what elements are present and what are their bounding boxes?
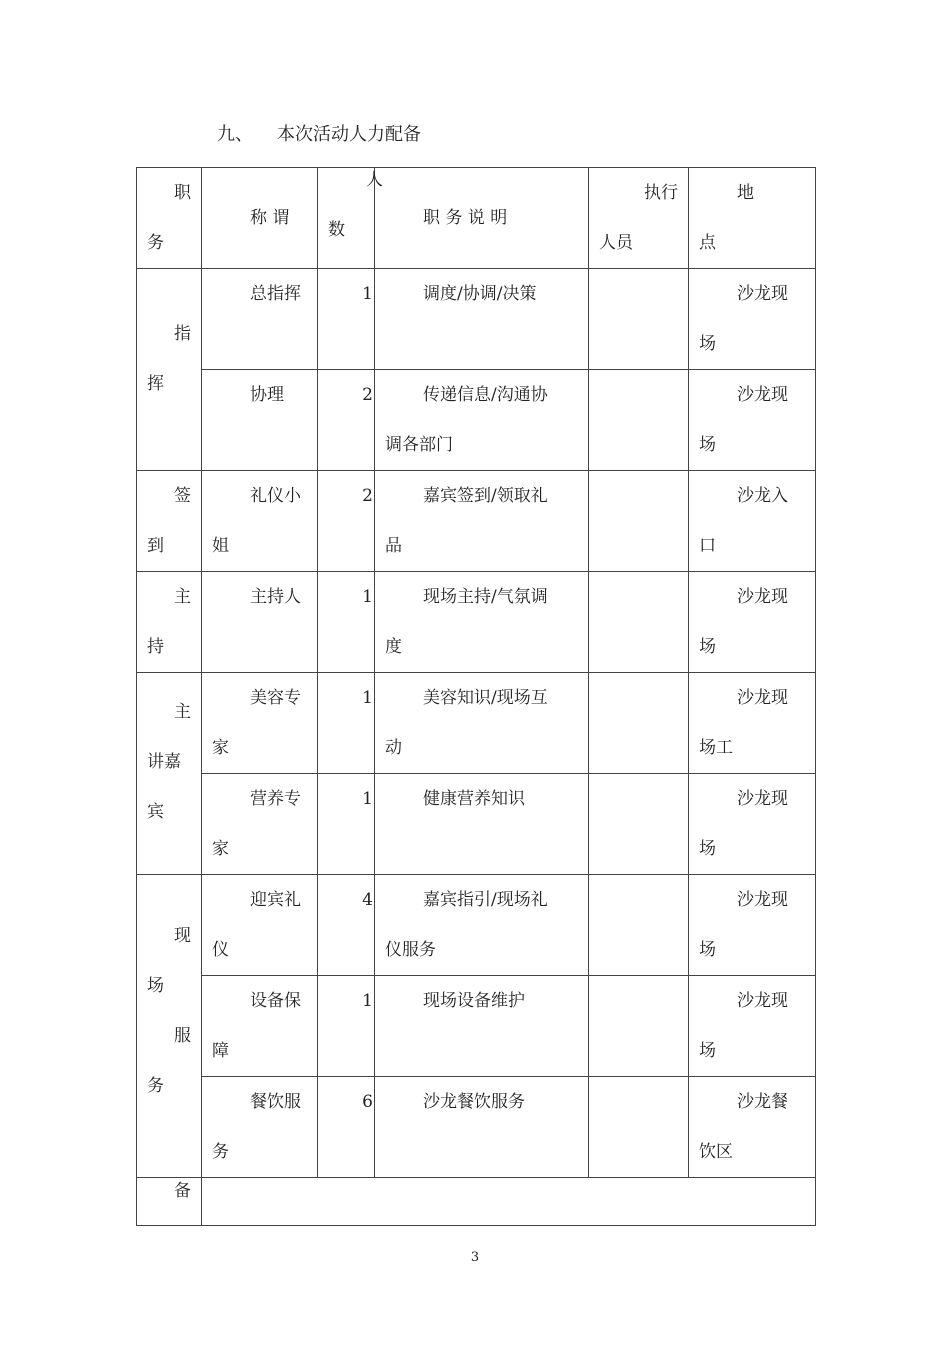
title-cell: 餐饮服 务 [202,1077,318,1178]
group-speakers: 主 讲嘉 宾 [137,673,202,875]
staff-cell[interactable] [589,471,689,572]
table-row [137,572,816,673]
remark-label: 备 [137,1178,202,1226]
table-row [137,471,816,572]
count-cell: 4 [318,875,375,976]
header-role: 职 务 [137,168,202,269]
staff-cell[interactable] [589,269,689,370]
place-cell: 沙龙餐 饮区 [689,1077,816,1178]
group-command: 指 挥 [137,269,202,471]
table-row [137,774,816,875]
section-title: 本次活动人力配备 [277,124,421,145]
header-duty: 职 务 说 明 [375,168,589,269]
title-cell: 营养专 家 [202,774,318,875]
duty-cell: 调度/协调/决策 [375,269,589,370]
count-cell: 2 [318,471,375,572]
staff-cell[interactable] [589,976,689,1077]
header-place: 地 点 [689,168,816,269]
count-cell: 1 [318,673,375,774]
table-row [137,875,816,976]
title-cell: 协理 [202,370,318,471]
header-count: 人 数 [318,168,375,269]
duty-cell: 现场主持/气氛调 度 [375,572,589,673]
staff-cell[interactable] [589,1077,689,1178]
table-row [137,269,816,370]
title-cell: 礼仪小 姐 [202,471,318,572]
staff-cell[interactable] [589,875,689,976]
header-staff: 执行 人员 [589,168,689,269]
title-cell: 主持人 [202,572,318,673]
staff-cell[interactable] [589,572,689,673]
header-title: 称 谓 [202,168,318,269]
table-row [137,370,816,471]
duty-cell: 现场设备维护 [375,976,589,1077]
duty-cell: 沙龙餐饮服务 [375,1077,589,1178]
staff-cell[interactable] [589,370,689,471]
table-header-row [137,168,816,269]
group-onsite-service: 现 场 服 务 [137,875,202,1178]
duty-cell: 美容知识/现场互 动 [375,673,589,774]
section-number: 九、 [217,124,253,145]
title-cell: 设备保 障 [202,976,318,1077]
place-cell: 沙龙现 场工 [689,673,816,774]
title-cell: 迎宾礼 仪 [202,875,318,976]
page-number: 3 [470,1250,480,1265]
table-row [137,673,816,774]
staff-cell[interactable] [589,774,689,875]
group-signin: 签 到 [137,471,202,572]
staff-cell[interactable] [589,673,689,774]
place-cell: 沙龙现 场 [689,774,816,875]
count-cell: 2 [318,370,375,471]
count-cell: 1 [318,774,375,875]
duty-cell: 嘉宾指引/现场礼 仪服务 [375,875,589,976]
duty-cell: 传递信息/沟通协 调各部门 [375,370,589,471]
count-cell: 1 [318,976,375,1077]
table-row [137,976,816,1077]
place-cell: 沙龙入 口 [689,471,816,572]
duty-cell: 嘉宾签到/领取礼 品 [375,471,589,572]
place-cell: 沙龙现 场 [689,269,816,370]
title-cell: 总指挥 [202,269,318,370]
staffing-table [136,167,816,1226]
count-cell: 6 [318,1077,375,1178]
place-cell: 沙龙现 场 [689,875,816,976]
remark-row [137,1178,816,1226]
section-heading [217,124,421,146]
remark-content[interactable] [202,1178,816,1226]
group-host: 主 持 [137,572,202,673]
place-cell: 沙龙现 场 [689,976,816,1077]
count-cell: 1 [318,572,375,673]
title-cell: 美容专 家 [202,673,318,774]
count-cell: 1 [318,269,375,370]
place-cell: 沙龙现 场 [689,370,816,471]
table-row [137,1077,816,1178]
duty-cell: 健康营养知识 [375,774,589,875]
place-cell: 沙龙现 场 [689,572,816,673]
